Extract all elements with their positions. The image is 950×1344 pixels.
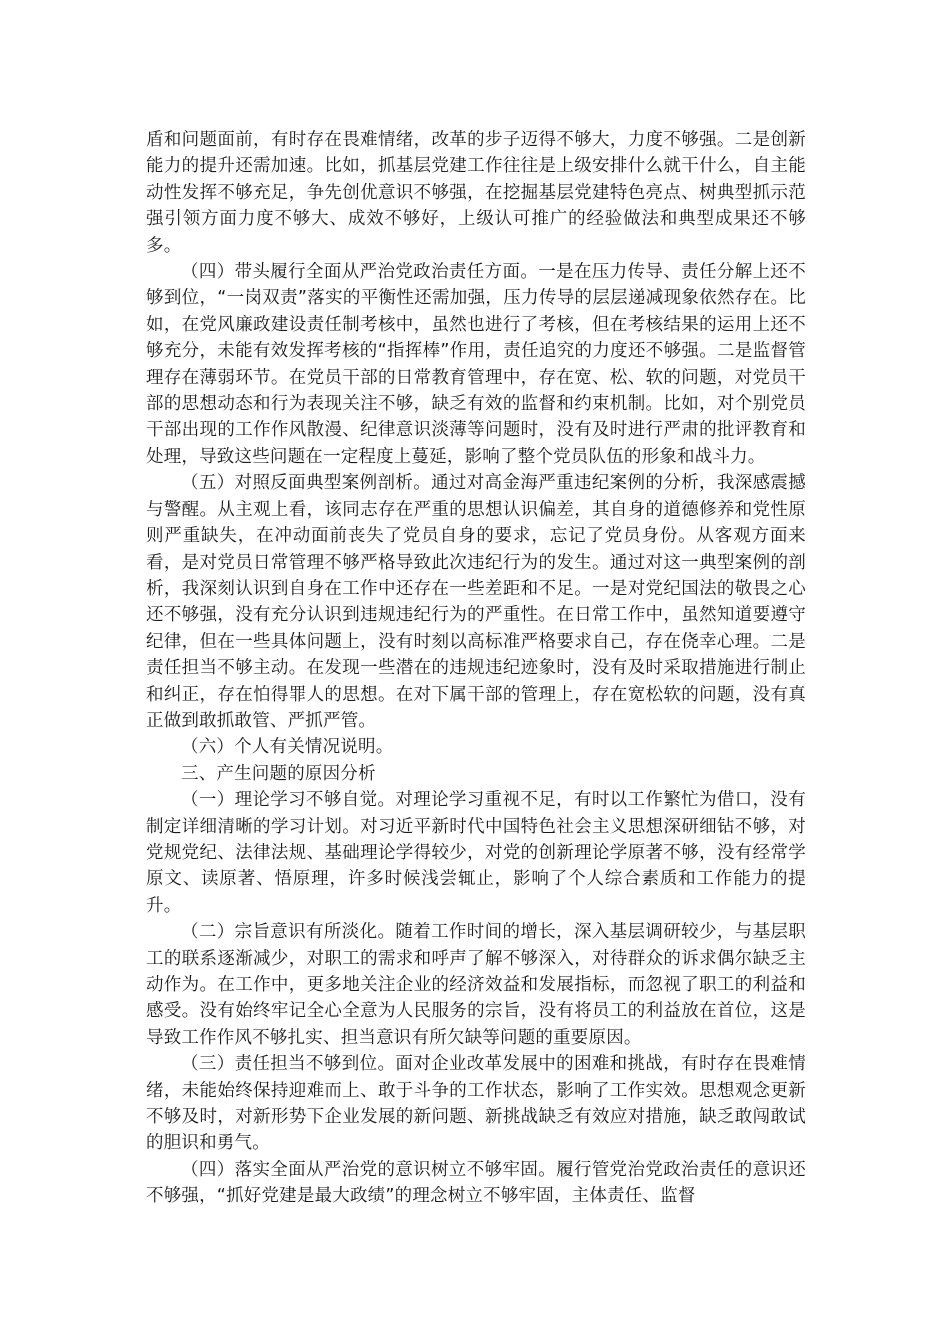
paragraph: 盾和问题面前，有时存在畏难情绪，改革的步子迈得不够大，力度不够强。二是创新能力的提升还需加速。比如，抓基层党建工作往往是上级安排什么就干什么，自主能动性发挥不够充足，争先创优意识不够强，在挖掘基层党建特色亮点、树典型抓示范强引领方面力度不够大、成效不够好，上级认可推广的经验做法和典型成果还不够多。 xyxy=(146,130,806,256)
paragraph: （一）理论学习不够自觉。对理论学习重视不足，有时以工作繁忙为借口，没有制定详细清晰的学习计划。对习近平新时代中国特色社会主义思想深研细钻不够，对党规党纪、法律法规、基础理论学得较少，对党的创新理论学原著不够，没有经常学原文、读原著、悟原理，许多时候浅尝辄止，影响了个人综合素质和工作能力的提升。 xyxy=(146,790,806,916)
paragraph: （六）个人有关情况说明。 xyxy=(181,737,394,758)
document-body xyxy=(146,127,806,1210)
paragraph: （三）责任担当不够到位。面对企业改革发展中的困难和挑战，有时存在畏难情绪，未能始终保持迎难而上、敢于斗争的工作状态，影响了工作实效。思想观念更新不够及时，对新形势下企业发展的新问题、新挑战缺乏有效应对措施，缺乏敢闯敢试的胆识和勇气。 xyxy=(146,1054,806,1154)
paragraph: （四）落实全面从严治党的意识树立不够牢固。履行管党治党政治责任的意识还不够强，“抓好党建是最大政绩”的理念树立不够牢固，主体责任、监督 xyxy=(146,1159,806,1207)
section-heading: 三、产生问题的原因分析 xyxy=(181,763,376,784)
paragraph: （二）宗旨意识有所淡化。随着工作时间的增长，深入基层调研较少，与基层职工的联系逐渐减少，对职工的需求和呼声了解不够深入，对待群众的诉求偶尔缺乏主动作为。在工作中，更多地关注企业的经济效益和发展指标，而忽视了职工的利益和感受。没有始终牢记全心全意为人民服务的宗旨，没有将员工的利益放在首位，这是导致工作作风不够扎实、担当意识有所欠缺等问题的重要原因。 xyxy=(146,922,806,1048)
paragraph: （五）对照反面典型案例剖析。通过对高金海严重违纪案例的分析，我深感震撼与警醒。从主观上看，该同志存在严重的思想认识偏差，其自身的道德修养和党性原则严重缺失，在冲动面前丧失了党员自身的要求，忘记了党员身份。从客观方面来看，是对党员日常管理不够严格导致此次违纪行为的发生。通过对这一典型案例的剖析，我深刻认识到自身在工作中还存在一些差距和不足。一是对党纪国法的敬畏之心还不够强，没有充分认识到违规违纪行为的严重性。在日常工作中，虽然知道要遵守纪律，但在一些具体问题上，没有时刻以高标准严格要求自己，存在侥幸心理。二是责任担当不够主动。在发现一些潜在的违规违纪迹象时，没有及时采取措施进行制止和纠正，存在怕得罪人的思想。在对下属干部的管理上，存在宽松软的问题，没有真正做到敢抓敢管、严抓严管。 xyxy=(146,473,806,731)
paragraph: （四）带头履行全面从严治党政治责任方面。一是在压力传导、责任分解上还不够到位，“一岗双责”落实的平衡性还需加强，压力传导的层层递减现象依然存在。比如，在党风廉政建设责任制考核中，虽然也进行了考核，但在考核结果的运用上还不够充分，未能有效发挥考核的“指挥棒”作用，责任追究的力度还不够强。二是监督管理存在薄弱环节。在党员干部的日常教育管理中，存在宽、松、软的问题，对党员干部的思想动态和行为表现关注不够，缺乏有效的监督和约束机制。比如，对个别党员干部出现的工作作风散漫、纪律意识淡薄等问题时，没有及时进行严肃的批评教育和处理，导致这些问题在一定程度上蔓延，影响了整个党员队伍的形象和战斗力。 xyxy=(146,262,806,467)
